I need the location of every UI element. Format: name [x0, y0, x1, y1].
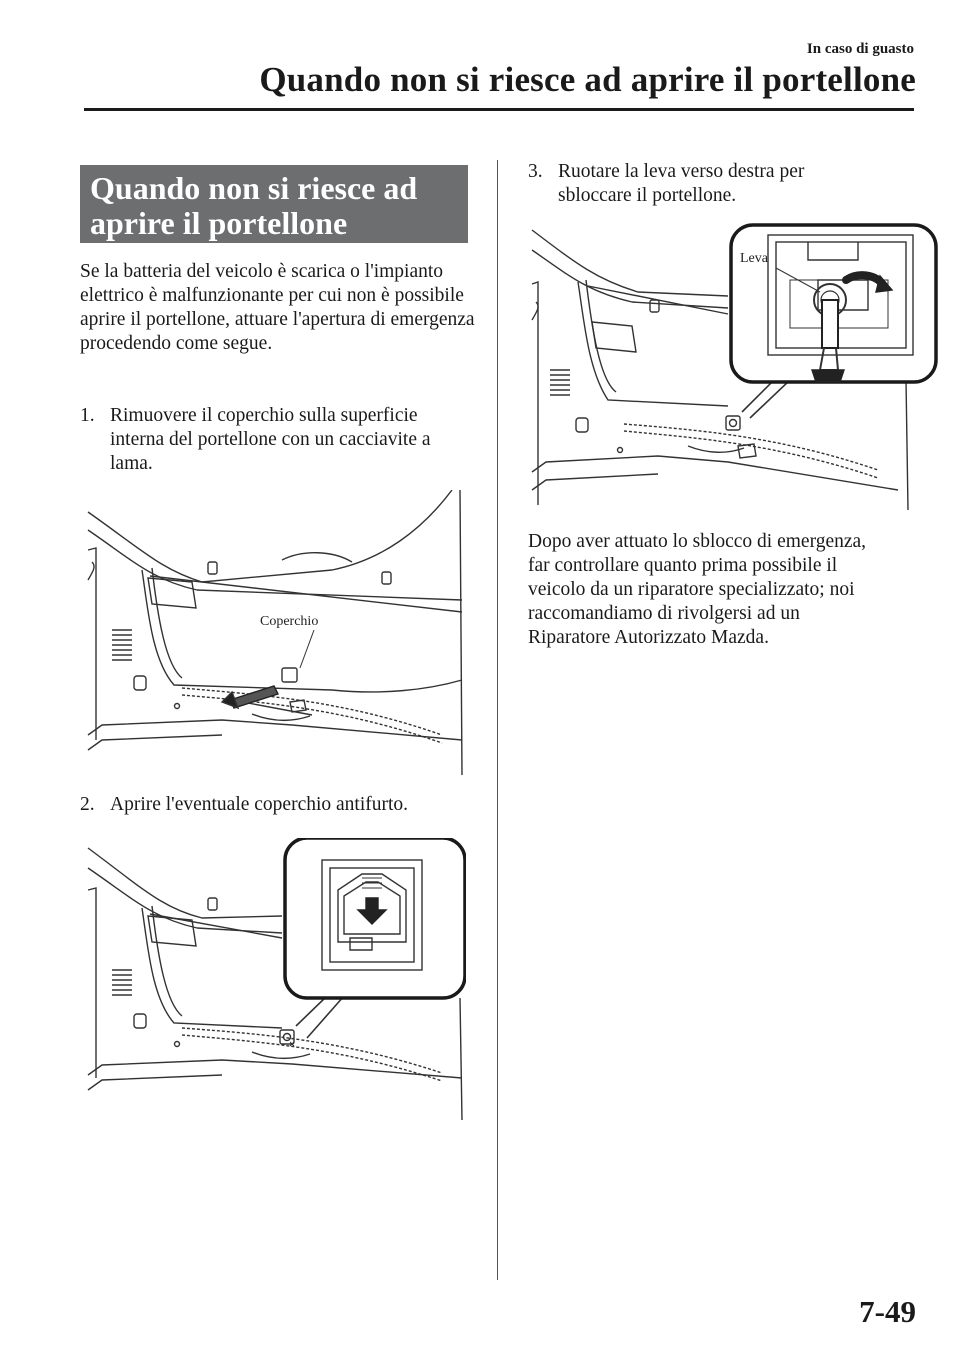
step-3-number: 3. [528, 161, 543, 182]
header-rule [84, 108, 914, 111]
step-1-number: 1. [80, 405, 95, 426]
figure-label-lever: Leva [740, 251, 768, 266]
figure-turn-lever [528, 220, 940, 510]
figure-open-antitheft-cover [82, 838, 466, 1120]
page-number: 7-49 [859, 1294, 916, 1329]
header-section-label: In caso di guasto [806, 41, 914, 57]
step-2 [80, 793, 480, 817]
step-2-text: Aprire l'eventuale coperchio antifurto. [110, 794, 409, 815]
step-2-number: 2. [80, 794, 95, 815]
section-title-line2: aprire il portellone [90, 205, 348, 241]
step-3 [528, 160, 868, 208]
section-title-box [80, 165, 468, 243]
figure-remove-cover [82, 490, 466, 775]
section-title-line1: Quando non si riesce ad [90, 170, 418, 206]
header-title: Quando non si riesce ad aprire il portellone [259, 60, 916, 99]
step-1 [80, 404, 472, 476]
intro-paragraph: Se la batteria del veicolo è scarica o l'impianto elettrico è malfunzionante per cui non è possibile aprire il portellone, attuare l'apertura di emergenza procedendo come segue. [80, 261, 475, 354]
after-paragraph: Dopo aver attuato lo sblocco di emergenza, far controllare quanto prima possibile il veicolo da un riparatore specializzato; noi raccomandiamo di rivolgersi ad un Riparatore Autorizzato Mazda. [528, 531, 867, 648]
step-3-text: Ruotare la leva verso destra per sbloccare il portellone. [558, 161, 805, 206]
figure-label-cover: Coperchio [260, 614, 319, 629]
step-1-text: Rimuovere il coperchio sulla superficie interna del portellone con un cacciavite a lama. [110, 405, 431, 474]
column-divider [497, 160, 498, 1280]
